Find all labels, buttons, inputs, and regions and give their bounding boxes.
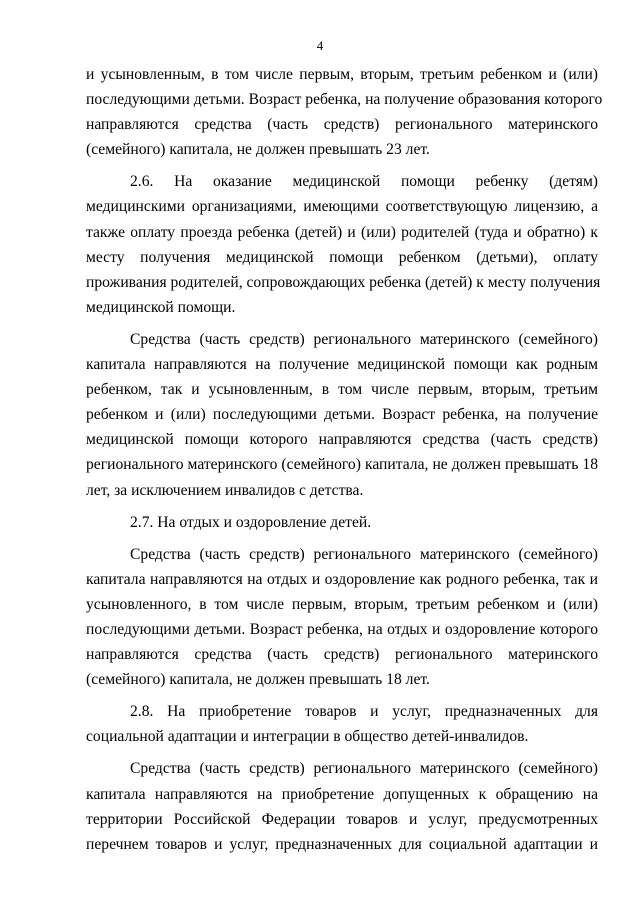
text-line: месту получения медицинской помощи ребенком (детьми), оплату <box>86 248 598 266</box>
text-line: перечнем товаров и услуг, предназначенных для социальной адаптации и <box>86 835 598 853</box>
text-line: последующими детьми. Возраст ребенка, на отдых и оздоровление которого <box>86 620 598 638</box>
text-line: Средства (часть средств) регионального материнского (семейного) <box>130 330 598 348</box>
text-line: капитала направляются на приобретение допущенных к обращению на <box>86 785 598 803</box>
paragraph-section-2-6 <box>86 169 601 320</box>
text-line: последующими детьми. Возраст ребенка, на получение образования которого <box>86 91 603 109</box>
text-line: усыновленного, в том числе первым, вторым, третьим ребенком и (или) <box>86 595 598 613</box>
text-line: (семейного) капитала, не должен превышать 18 лет. <box>86 671 430 689</box>
paragraph-section-2-8 <box>86 699 598 749</box>
paragraph-goods-funds <box>86 756 598 856</box>
text-line: 2.7. На отдых и оздоровление детей. <box>130 513 372 531</box>
text-line: 2.6. На оказание медицинской помощи ребенку (детям) <box>130 173 598 191</box>
text-line: ребенком, так и усыновленным, в том числе первым, вторым, третьим <box>86 381 598 399</box>
text-line: социальной адаптации и интеграции в общество детей-инвалидов. <box>86 728 529 746</box>
text-line: капитала направляются на отдых и оздоровление как родного ребенка, так и <box>86 570 598 588</box>
text-line: медицинской помощи которого направляются средства (часть средств) <box>86 431 598 449</box>
page-number: 4 <box>316 38 324 53</box>
text-line: лет, за исключением инвалидов с детства. <box>86 481 364 499</box>
text-line: территории Российской Федерации товаров и услуг, предусмотренных <box>86 810 598 828</box>
text-line: регионального материнского (семейного) капитала, не должен превышать 18 <box>86 456 598 474</box>
paragraph-rest-funds <box>86 542 598 693</box>
paragraph-continuation <box>86 62 603 162</box>
paragraph-section-2-7 <box>86 510 598 535</box>
paragraph-medical-funds <box>86 327 598 503</box>
text-line: направляются средства (часть средств) регионального материнского <box>86 116 598 134</box>
document-body <box>86 62 603 857</box>
text-line: направляются средства (часть средств) регионального материнского <box>86 646 598 664</box>
text-line: медицинской помощи. <box>86 298 236 316</box>
text-line: проживания родителей, сопровождающих ребенка (детей) к месту получения <box>86 273 601 291</box>
text-line: медицинскими организациями, имеющими соответствующую лицензию, а <box>86 198 598 216</box>
text-line: также оплату проезда ребенка (детей) и (или) родителей (туда и обратно) к <box>86 223 598 241</box>
text-line: (семейного) капитала, не должен превышать 23 лет. <box>86 141 430 159</box>
text-line: Средства (часть средств) регионального материнского (семейного) <box>130 545 598 563</box>
text-line: капитала направляются на получение медицинской помощи как родным <box>86 356 598 374</box>
text-line: 2.8. На приобретение товаров и услуг, предназначенных для <box>130 703 598 721</box>
text-line: Средства (часть средств) регионального материнского (семейного) <box>130 760 598 778</box>
text-line: ребенком и (или) последующими детьми. Возраст ребенка, на получение <box>86 406 598 424</box>
text-line: и усыновленным, в том числе первым, вторым, третьим ребенком и (или) <box>86 66 598 83</box>
